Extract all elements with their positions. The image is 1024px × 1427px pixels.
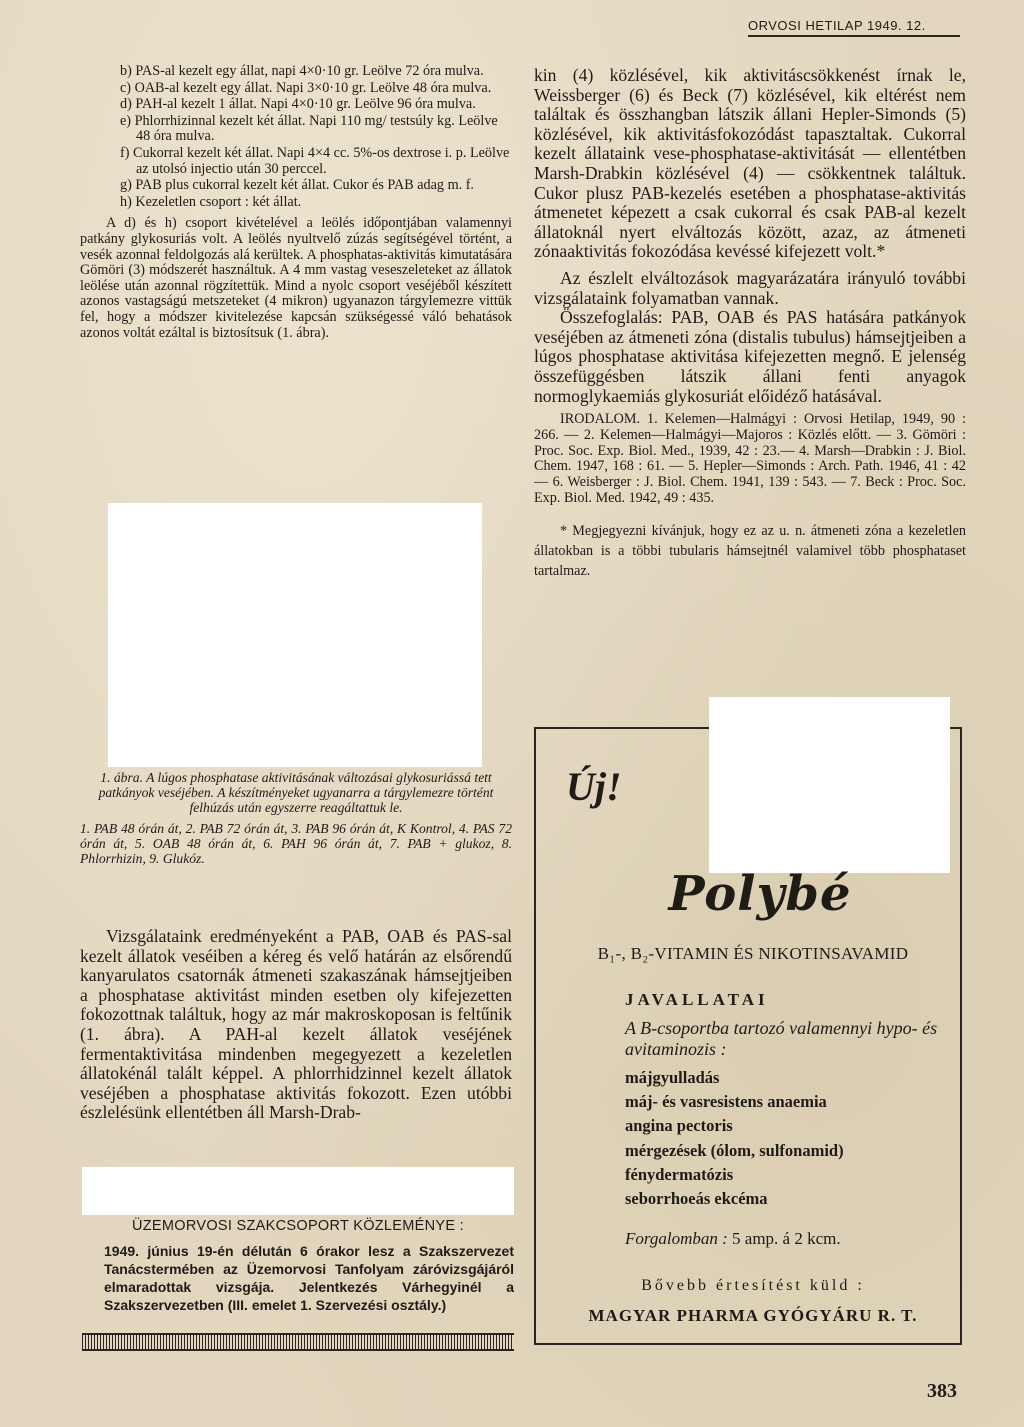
figure-caption [80,770,512,866]
summary-paragraph: Összefoglalás: PAB, OAB és PAS hatására patkányok veséjében az átmeneti zóna (distalis tubulus) hámsejtjeiben a lúgos phosphatase aktivitása kifejezetten megnő. E jelenség összefüggésben látszik állani fenti anyagok normoglykaemiás glykosuriát előidéző hatásával. [534,307,966,406]
group-item-f: f) Cukorral kezelt két állat. Napi 4×4 cc. 5%-os dextrose i. p. Leölve az utolsó injectio után 30 perccel. [120,144,510,177]
group-item-d: d) PAH-al kezelt 1 állat. Napi 4×0·10 gr. Leölve 96 óra mulva. [120,96,476,113]
group-item-c: c) OAB-al kezelt egy állat. Napi 3×0·10 gr. Leölve 48 óra mulva. [120,79,492,96]
notice-image-placeholder [82,1167,514,1215]
figure-caption-legend: 1. PAB 48 órán át, 2. PAB 72 órán át, 3. PAB 96 órán át, K Kontrol, 4. PAS 72 órán át, 5. OAB 48 órán át, 6. PAH 96 órán át, 7. PAB + glukoz, 8. Phlorrhizin, 9. Glukóz. [80,821,512,866]
references: IRODALOM. 1. Kelemen—Halmágyi : Orvosi Hetilap, 1949, 90 : 266. — 2. Kelemen—Halmágyi—Majoros : Közlés előtt. — 3. Gömöri : Proc. Soc. Exp. Biol. Med., 1939, 42 : 23.— 4. Marsh—Drabkin : J. Biol. Chem. 1947, 168 : 61. — 5. Hepler—Simonds : Arch. Path. 1946, 41 : 42 — 6. Weisberger : J. Biol. Chem. 1941, 139 : 543. — 7. Beck : Proc. Soc. Exp. Biol. Med. 1942, 49 : 435. [534,411,966,507]
figure-caption-text: 1. ábra. A lúgos phosphatase aktivitásának változásai glykosuriássá tett patkányok veséjében. A készítményeket ugyanarra a tárgylemezre történt felhúzás után egyszerre reagáltattuk le. [98,770,494,815]
ad-more-info: Bővebb értesítést küld : [641,1277,865,1294]
methods-paragraph: A d) és h) csoport kivételével a leölés időpontjában valamennyi patkány glykosuriás volt. A leölés nyultvelő zúzás segítségével történt, a vesék azonnal feldolgozás alá kerültek. A phosphatas-aktivitás kimutatására Gömöri (3) módszerét használtuk. A 4 mm vastag veseszeleteket az állatok leölése után azonnal rögzítettük. Mind a nyolc csoport veséjéből készített azonos vastagságú metszeteket (4 mikron) ugyanazon tárgylemezre vittük fel, hogy a módszer kivitelezése kapcsán szükségessé váló behatások azonos voltát ezáltal is biztosítsuk (1. ábra). [80,215,512,341]
running-head: ORVOSI HETILAP 1949. 12. [748,18,960,37]
decorative-stripe [82,1333,514,1351]
ad-indication-item: máj- és vasresistens anaemia [625,1092,827,1112]
ad-indications-lead: A B-csoportba tartozó valamennyi hypo- és avitaminozis : [625,1018,938,1059]
ad-image-placeholder [709,697,950,873]
ad-brand-logo: Polybé [668,866,852,922]
page-number: 383 [927,1380,957,1402]
group-item-e: e) Phlorrhizinnal kezelt két állat. Napi 110 mg/ testsúly kg. Leölve 48 óra mulva. [120,112,498,145]
notice-body: 1949. június 19-én délután 6 órakor lesz a Szakszervezet Tanácstermében az Üzemorvosi Tanfolyam záróvizsgájáról elmaradottak vizsgája. Jelentkezés Várhegyinél a Szakszervezetben (III. emelet 1. Szervezési osztály.) [104,1243,514,1313]
group-item-b: b) PAS-al kezelt egy állat, napi 4×0·10 gr. Leölve 72 óra mulva. [120,63,484,79]
ad-indications-list [625,1066,844,1211]
ad-availability-label: Forgalomban : [625,1229,728,1248]
treatment-groups-list [80,64,512,341]
notice-title: ÜZEMORVOSI SZAKCSOPORT KÖZLEMÉNYE : [132,1218,464,1234]
ad-indication-item: mérgezések (ólom, sulfonamid) [625,1140,844,1160]
group-item-g: g) PAB plus cukorral kezelt két állat. Cukor és PAB adag m. f. [120,177,474,194]
ad-company: MAGYAR PHARMA GYÓGYÁRU R. T. [588,1306,918,1325]
ad-indication-item: májgyulladás [625,1068,720,1087]
ad-availability-value: 5 amp. á 2 kcm. [732,1229,841,1248]
results-paragraph: Vizsgálataink eredményeként a PAB, OAB és PAS-sal kezelt állatok veséiben a kéreg és velő határán az elsőrendű kanyarulatos csatornák átmeneti szakaszának hámsejtjeiben a phosphatase aktivitást minden esetben oly kifejezetten fokozottnak találtuk, hogy az már makroskoposan is feltűnik (1. ábra). A PAH-al kezelt állatok veséjének fermentaktivitása mindenben megegyezett a kezeletlen állatokénál talált képpel. A phlorrhidzinnel kezelt állatok veséjében a phosphatase aktivitás fokozott. Ezen utóbbi észlelésünk ellentétben áll Marsh-Drab- [80,926,512,1123]
footnote: * Megjegyezni kívánjuk, hogy ez az u. n. átmeneti zóna a kezeletlen állatokban is a többi tubularis hámsejtnél valamivel több phosphataset tartalmaz. [534,522,966,579]
ad-indications-heading: JAVALLATAI [625,990,769,1009]
group-item-h: h) Kezeletlen csoport : két állat. [120,193,302,210]
explanation-paragraph: Az észlelt elváltozások magyarázatára irányuló további vizsgálataink folyamatban vannak. [534,267,966,308]
continuation-paragraph: kin (4) közlésével, kik aktivitáscsökkenést írnak le, Weissberger (6) és Beck (7) közlésével, kik eltérést nem találtak és összhangban látszik állani Hepler-Simonds (5) közlésével, kik aktivitásfokozódást tapasztaltak. Cukorral kezelt állataink vese-phosphatase-aktivitását — ellentétben Marsh-Drabkin közlésével (4) — csökkentnek találtuk. Cukor plusz PAB-kezelés esetében a phosphatase-aktivitás átmenetet képezett a csak cukorral és csak PAB-al kezelt állatoknál nyert elváltozás között, azaz, az átmeneti zónaaktivitás fokozódása kevéssé kifejezett volt.* [534,65,966,262]
ad-indication-item: fénydermatózis [625,1164,734,1184]
figure-1-image [108,503,482,767]
ad-indication-item: seborrhoeás ekcéma [625,1189,768,1209]
ad-new-label: Új! [566,764,622,809]
ad-subtitle: B₁-, B₂-VITAMIN ÉS NIKOTINSAVAMID [597,944,909,963]
ad-indication-item: angina pectoris [625,1116,733,1136]
ad-availability [625,1229,841,1249]
